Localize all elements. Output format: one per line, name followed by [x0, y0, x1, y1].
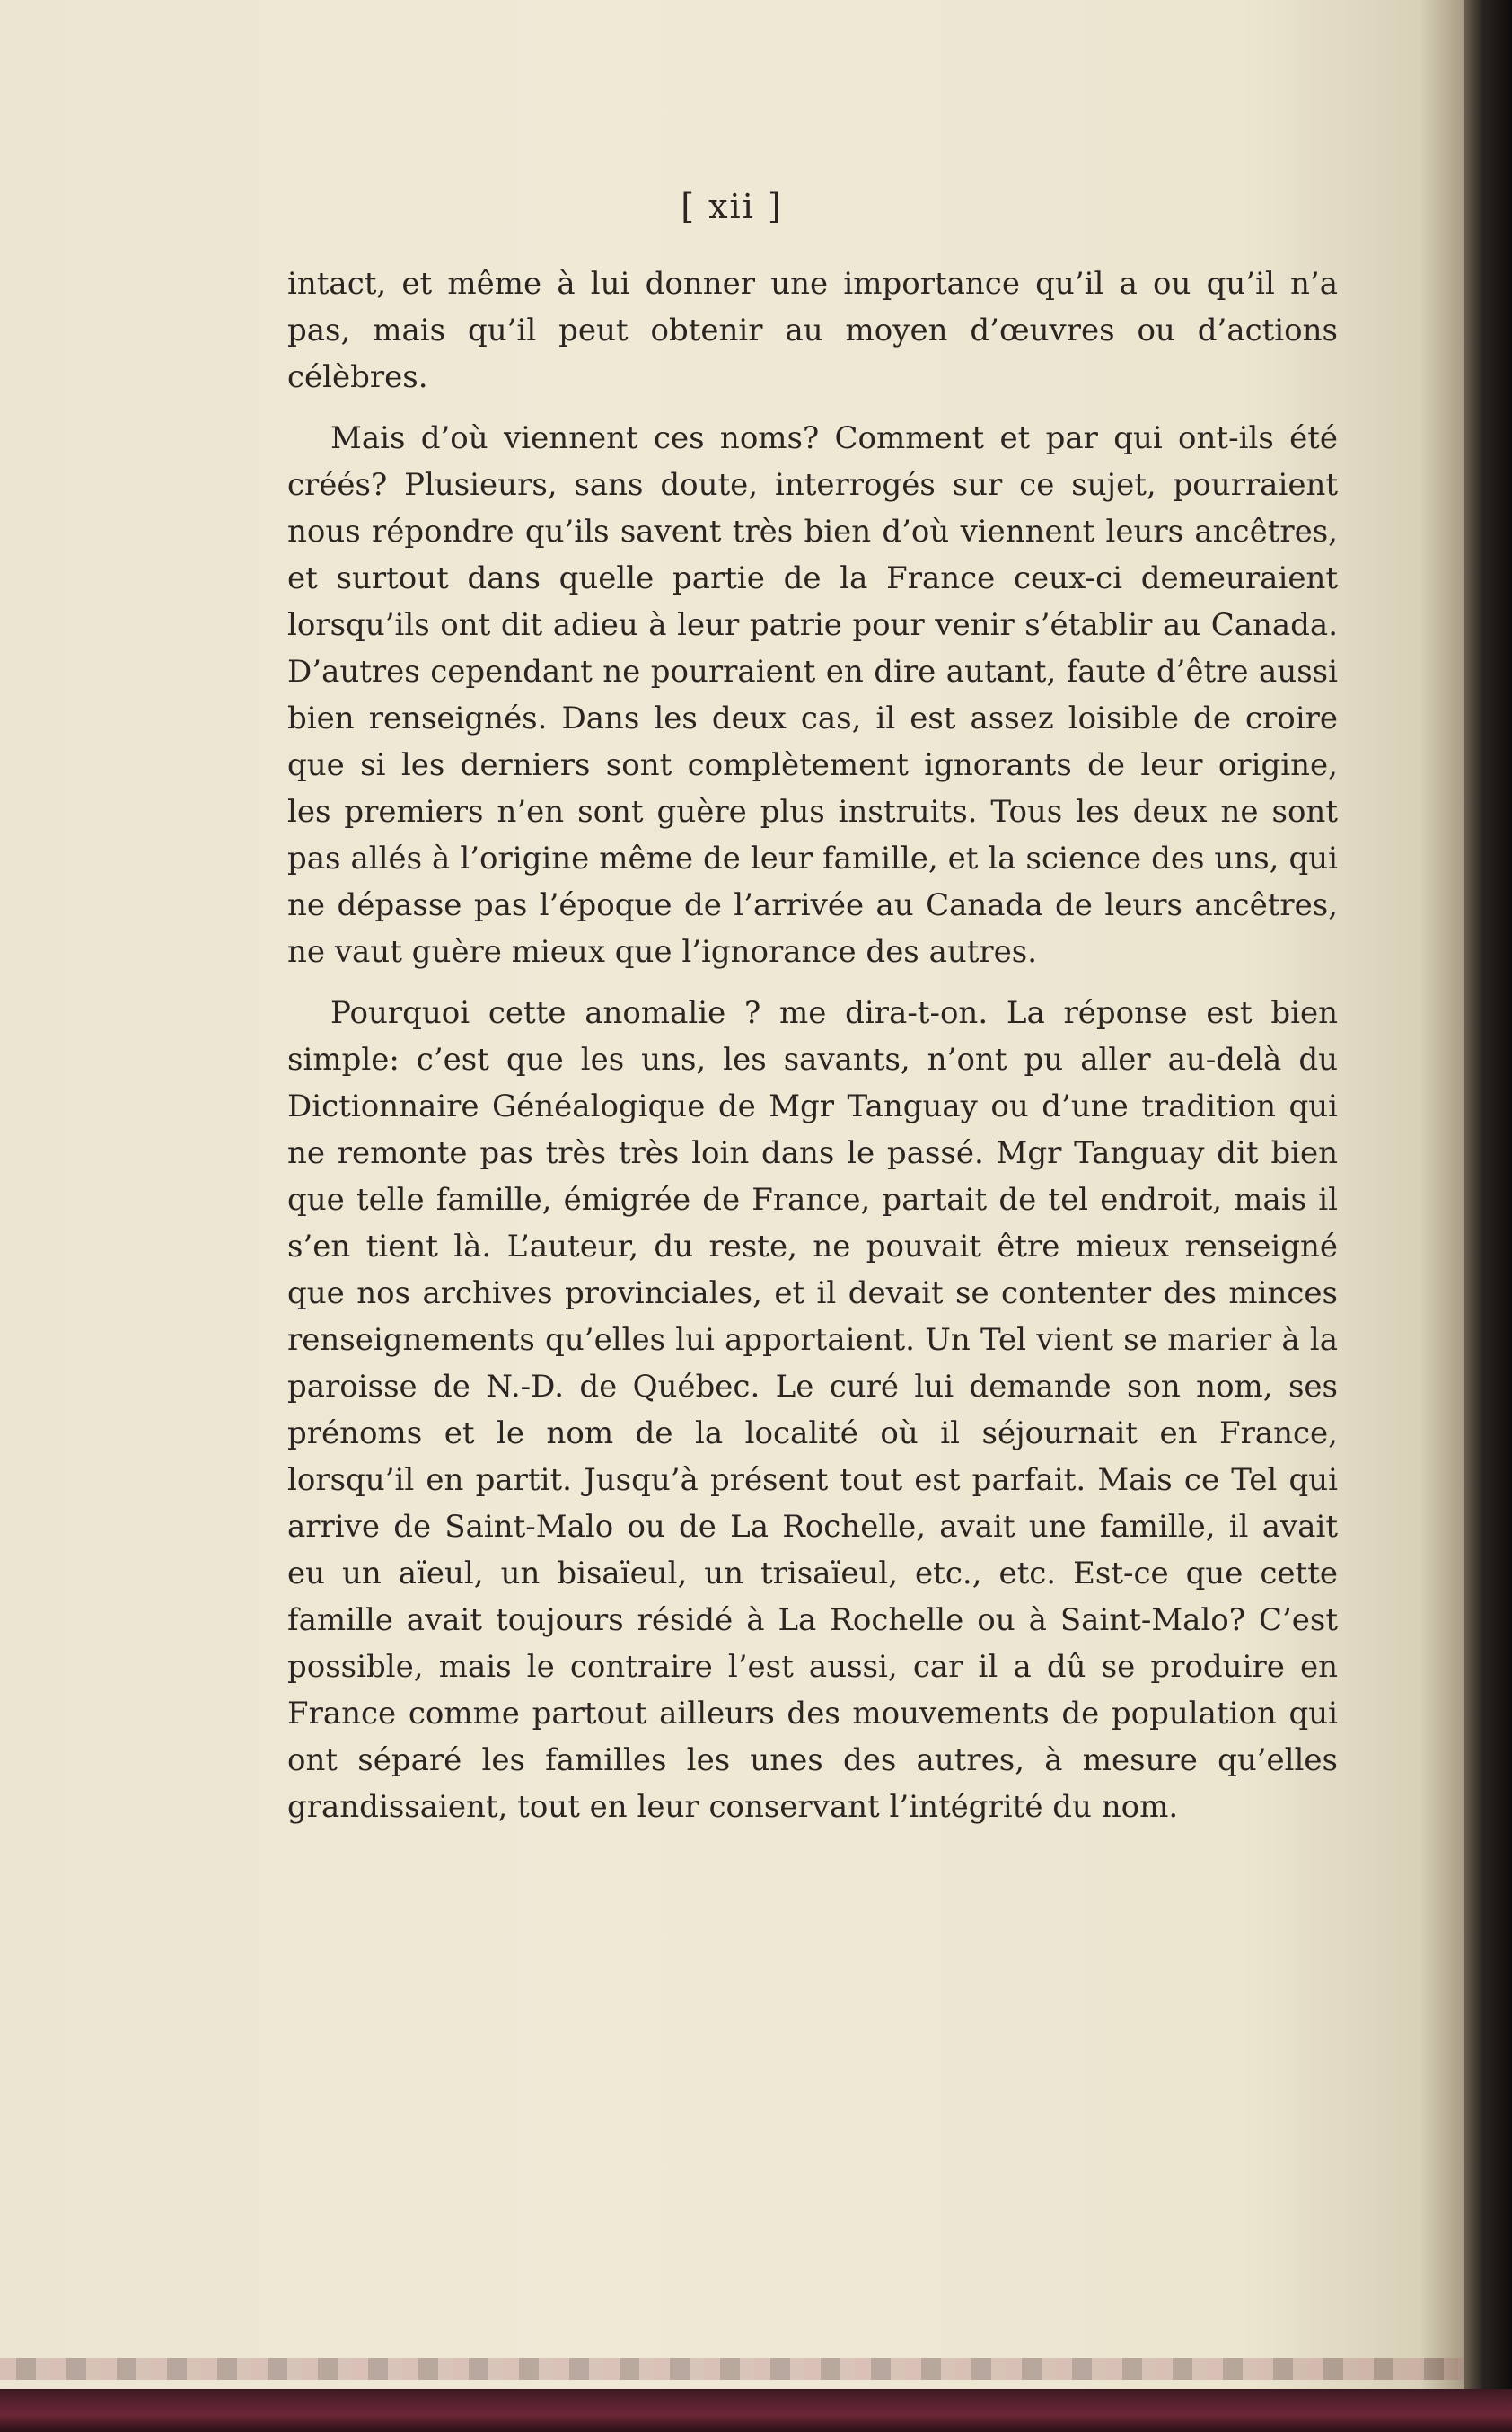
book-bottom-edge [0, 2389, 1512, 2432]
paragraph-2: Mais d’où viennent ces noms? Comment et par qui ont-ils été créés? Plusieurs, sans doute, interrogés sur ce sujet, pourraient nous répondre qu’ils savent très bien d’où viennent leurs ancêtres, et surtout dans quelle partie de la France ceux-ci demeuraient lorsqu’ils ont dit adieu à leur patrie pour venir s’établir au Canada. D’autres cependant ne pourraient en dire autant, faute d’être aussi bien renseignés. Dans les deux cas, il est assez loisible de croire que si les derniers sont complètement ignorants de leur origine, les premiers n’en sont guère plus instruits. Tous les deux ne sont pas allés à l’origine même de leur famille, et la science des uns, qui ne dépasse pas l’époque de l’arrivée au Canada de leurs ancêtres, ne vaut guère mieux que l’ignorance des autres. [287, 420, 1338, 970]
body-text [287, 260, 1338, 1845]
paragraph-3: Pourquoi cette anomalie ? me dira-t-on. La réponse est bien simple: c’est que les uns, les savants, n’ont pu aller au-delà du Dictionnaire Généalogique de Mgr Tanguay ou d’une tradition qui ne remonte pas très très loin dans le passé. Mgr Tanguay dit bien que telle famille, émigrée de France, partait de tel endroit, mais il s’en tient là. L’auteur, du reste, ne pouvait être mieux renseigné que nos archives provinciales, et il devait se contenter des minces renseignements qu’elles lui apportaient. Un Tel vient se marier à la paroisse de N.-D. de Québec. Le curé lui demande son nom, ses prénoms et le nom de la localité où il séjournait en France, lorsqu’il en partit. Jusqu’à présent tout est parfait. Mais ce Tel qui arrive de Saint-Malo ou de La Rochelle, avait une famille, il avait eu un aïeul, un bisaïeul, un trisaïeul, etc., etc. Est-ce que cette famille avait toujours résidé à La Rochelle ou à Saint-Malo? C’est possible, mais le contraire l’est aussi, car il a dû se produire en France comme partout ailleurs des mouvements de population qui ont séparé les familles les unes des autres, à mesure qu’elles grandissaient, tout en leur conservant l’intégrité du nom. [287, 995, 1338, 1825]
paragraph-1: intact, et même à lui donner une importance qu’il a ou qu’il n’a pas, mais qu’il peut obtenir au moyen d’œuvres ou d’actions célèbres. [287, 266, 1338, 395]
page-edge-shadow [1464, 0, 1512, 2432]
page-number: [ xii ] [681, 187, 783, 226]
page-bottom-decoration [0, 2358, 1464, 2380]
